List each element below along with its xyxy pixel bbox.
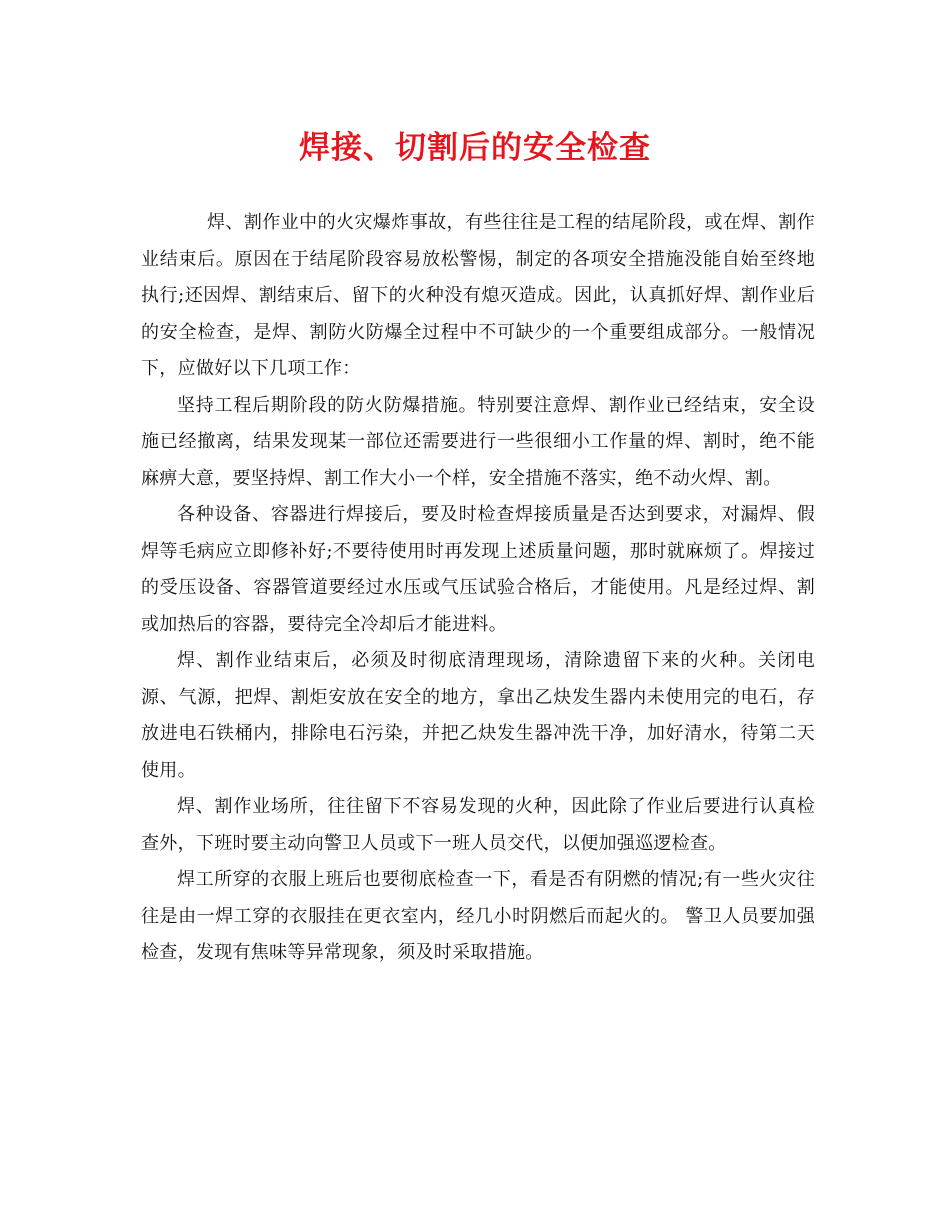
paragraph-clothing-check: 焊工所穿的衣服上班后也要彻底检查一下，看是否有阴燃的情况;有一些火灾往往是由一焊工穿的衣服挂在更衣室内，经几小时阴燃后而起火的。 警卫人员要加强检查，发现有焦味等异常现象，须及时采取措施。 (141, 869, 815, 963)
paragraph-intro: 焊、割作业中的火灾爆炸事故，有些往往是工程的结尾阶段，或在焊、割作业结束后。原因在于结尾阶段容易放松警惕，制定的各项安全措施没能自始至终地执行;还因焊、割结束后、留下的火种没有熄灭造成。因此，认真抓好焊、割作业后的安全检查，是焊、割防火防爆全过程中不可缺少的一个重要组成部分。一般情况下，应做好以下几项工作： (141, 212, 815, 379)
document-title: 焊接、切割后的安全检查 (299, 130, 651, 166)
paragraph-site-cleanup: 焊、割作业结束后，必须及时彻底清理现场，清除遗留下来的火种。关闭电源、气源，把焊、割炬安放在安全的地方，拿出乙炔发生器内未使用完的电石，存放进电石铁桶内，排除电石污染，并把乙炔发生器冲洗干净，加好清水，待第二天使用。 (141, 650, 815, 781)
paragraph-handover: 焊、割作业场所，往往留下不容易发现的火种，因此除了作业后要进行认真检查外，下班时要主动向警卫人员或下一班人员交代，以便加强巡逻检查。 (141, 796, 815, 854)
paragraph-weld-quality-check: 各种设备、容器进行焊接后，要及时检查焊接质量是否达到要求，对漏焊、假焊等毛病应立即修补好;不要待使用时再发现上述质量问题，那时就麻烦了。焊接过的受压设备、容器管道要经过水压或气压试验合格后，才能使用。凡是经过焊、割或加热后的容器，要待完全冷却后才能进料。 (141, 504, 815, 635)
paragraph-post-work-measures: 坚持工程后期阶段的防火防爆措施。特别要注意焊、割作业已经结束，安全设施已经撤离，结果发现某一部位还需要进行一些很细小工作量的焊、割时，绝不能麻痹大意，要坚持焊、割工作大小一个样，安全措施不落实，绝不动火焊、割。 (141, 394, 815, 489)
document-body (141, 205, 815, 972)
